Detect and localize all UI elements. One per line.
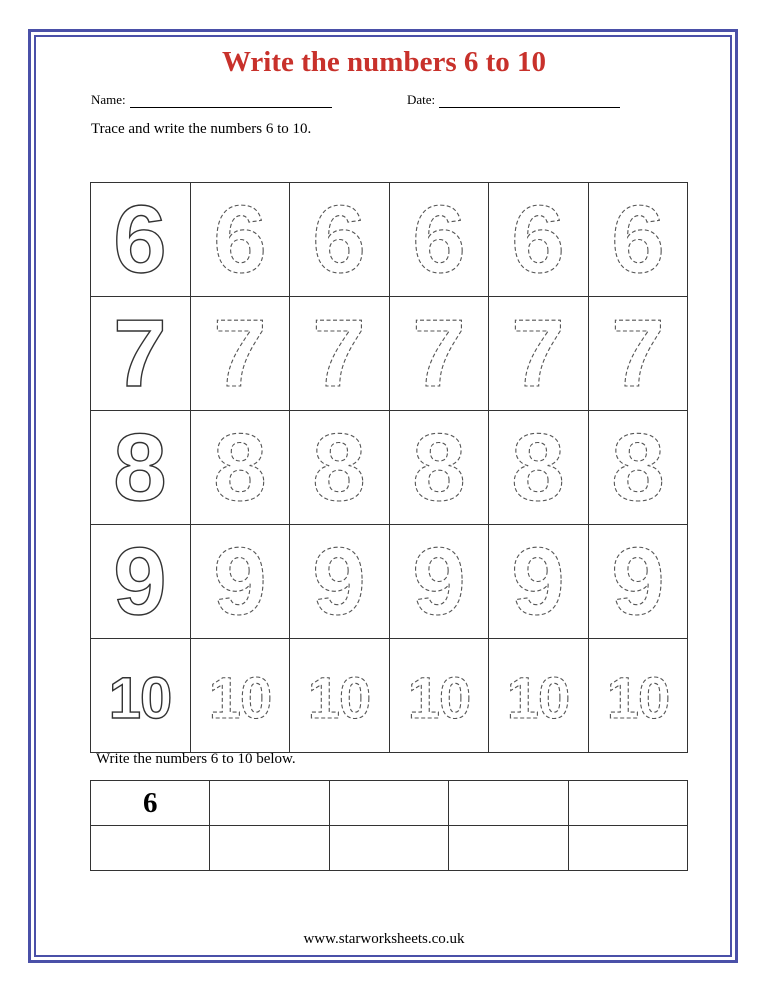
dashed-digit: [294, 418, 384, 518]
digit-glyph: 8: [113, 417, 167, 518]
digit-glyph: 6: [312, 189, 366, 290]
name-label: Name:: [91, 92, 126, 107]
tracing-digit-cell[interactable]: [190, 525, 290, 639]
example-digit-cell[interactable]: [91, 297, 191, 411]
digit-glyph: 9: [312, 531, 366, 632]
date-label: Date:: [407, 92, 436, 107]
digit-glyph: 9: [511, 531, 565, 632]
dashed-digit: [294, 304, 384, 404]
trace-instruction: Trace and write the numbers 6 to 10.: [91, 121, 312, 137]
tracing-digit-cell[interactable]: [489, 525, 589, 639]
tracing-digit-cell[interactable]: [588, 525, 688, 639]
digit-glyph: 9: [611, 531, 665, 632]
digit-glyph: 8: [213, 417, 267, 518]
trace-row: [91, 639, 688, 753]
tracing-digit-cell[interactable]: [389, 297, 489, 411]
write-cell[interactable]: [210, 781, 329, 826]
tracing-digit-cell[interactable]: [588, 411, 688, 525]
dashed-digit: [394, 190, 484, 290]
example-digit-cell[interactable]: [91, 411, 191, 525]
dashed-digit: [593, 418, 683, 518]
write-cell[interactable]: [568, 826, 687, 871]
write-row: [91, 781, 688, 826]
worksheet-title: Write the numbers 6 to 10: [221, 46, 547, 78]
dashed-digit: [394, 646, 484, 746]
write-cell[interactable]: 6: [91, 781, 210, 826]
dashed-digit: [493, 646, 583, 746]
digit-glyph: 7: [213, 303, 267, 404]
digit-glyph: 6: [412, 189, 466, 290]
outline-digit: [95, 304, 185, 404]
digit-glyph: 10: [208, 665, 272, 731]
dashed-digit: [593, 646, 683, 746]
digit-glyph: 6: [611, 189, 665, 290]
write-row: [91, 826, 688, 871]
tracing-digit-cell[interactable]: [190, 183, 290, 297]
outline-digit: [95, 646, 185, 746]
dashed-digit: [493, 418, 583, 518]
example-digit-cell[interactable]: [91, 525, 191, 639]
example-digit-cell[interactable]: [91, 639, 191, 753]
tracing-digit-cell[interactable]: [389, 183, 489, 297]
write-cell[interactable]: [210, 826, 329, 871]
outline-digit: [95, 190, 185, 290]
digit-glyph: 6: [213, 189, 267, 290]
dashed-digit: [294, 646, 384, 746]
write-instruction: Write the numbers 6 to 10 below.: [96, 751, 296, 767]
tracing-digit-cell[interactable]: [290, 411, 390, 525]
digit-glyph: 9: [113, 531, 167, 632]
tracing-digit-cell[interactable]: [489, 639, 589, 753]
dashed-digit: [593, 532, 683, 632]
digit-glyph: 7: [611, 303, 665, 404]
dashed-digit: [195, 646, 285, 746]
write-cell[interactable]: [329, 781, 448, 826]
date-field[interactable]: [407, 92, 620, 108]
digit-glyph: 7: [113, 303, 167, 404]
dashed-digit: [493, 190, 583, 290]
dashed-digit: [394, 532, 484, 632]
dashed-digit: [195, 190, 285, 290]
dashed-digit: [493, 532, 583, 632]
tracing-digit-cell[interactable]: [489, 411, 589, 525]
dashed-digit: [593, 190, 683, 290]
digit-glyph: 10: [506, 665, 570, 731]
tracing-digit-cell[interactable]: [290, 525, 390, 639]
dashed-digit: [593, 304, 683, 404]
digit-glyph: 8: [511, 417, 565, 518]
tracing-digit-cell[interactable]: [190, 639, 290, 753]
dashed-digit: [394, 304, 484, 404]
digit-glyph: 10: [108, 665, 172, 731]
tracing-digit-cell[interactable]: [389, 525, 489, 639]
date-line[interactable]: [439, 95, 620, 108]
digit-glyph: 8: [312, 417, 366, 518]
dashed-digit: [195, 304, 285, 404]
name-field[interactable]: [91, 92, 332, 108]
tracing-digit-cell[interactable]: [389, 639, 489, 753]
dashed-digit: [394, 418, 484, 518]
write-cell[interactable]: [568, 781, 687, 826]
digit-glyph: 7: [511, 303, 565, 404]
footer-website: www.starworksheets.co.uk: [303, 931, 465, 947]
name-line[interactable]: [130, 95, 332, 108]
digit-glyph: 7: [312, 303, 366, 404]
trace-row: [91, 411, 688, 525]
dashed-digit: [195, 418, 285, 518]
trace-grid: [90, 182, 688, 753]
write-cell[interactable]: [449, 781, 568, 826]
trace-row: [91, 525, 688, 639]
write-grid: [90, 780, 688, 871]
outline-digit: [95, 418, 185, 518]
tracing-digit-cell[interactable]: [190, 297, 290, 411]
dashed-digit: [493, 304, 583, 404]
digit-glyph: 10: [307, 665, 371, 731]
tracing-digit-cell[interactable]: [190, 411, 290, 525]
trace-row: [91, 297, 688, 411]
write-cell[interactable]: [91, 826, 210, 871]
outline-digit: [95, 532, 185, 632]
dashed-digit: [294, 532, 384, 632]
write-cell[interactable]: [329, 826, 448, 871]
digit-glyph: 6: [511, 189, 565, 290]
write-cell[interactable]: [449, 826, 568, 871]
digit-glyph: 8: [412, 417, 466, 518]
example-digit-cell[interactable]: [91, 183, 191, 297]
tracing-digit-cell[interactable]: [588, 183, 688, 297]
digit-glyph: 10: [606, 665, 670, 731]
dashed-digit: [195, 532, 285, 632]
digit-glyph: 6: [113, 189, 167, 290]
digit-glyph: 10: [407, 665, 471, 731]
tracing-digit-cell[interactable]: [290, 297, 390, 411]
tracing-digit-cell[interactable]: [588, 297, 688, 411]
dashed-digit: [294, 190, 384, 290]
tracing-digit-cell[interactable]: [588, 639, 688, 753]
digit-glyph: 9: [412, 531, 466, 632]
digit-glyph: 9: [213, 531, 267, 632]
tracing-digit-cell[interactable]: [489, 297, 589, 411]
tracing-digit-cell[interactable]: [290, 183, 390, 297]
tracing-digit-cell[interactable]: [489, 183, 589, 297]
tracing-digit-cell[interactable]: [389, 411, 489, 525]
tracing-digit-cell[interactable]: [290, 639, 390, 753]
trace-row: [91, 183, 688, 297]
digit-glyph: 7: [412, 303, 466, 404]
digit-glyph: 8: [611, 417, 665, 518]
